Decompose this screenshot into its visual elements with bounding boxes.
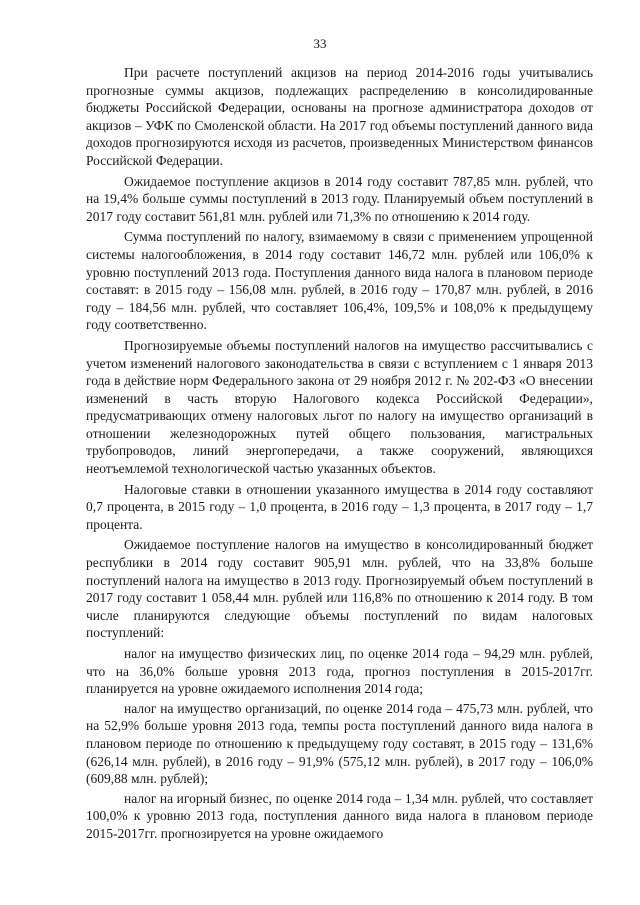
paragraph-property-tax-law-changes: Прогнозируемые объемы поступлений налогов на имущество рассчитывались с учетом изменений налогового законодательства в связи с вступлением с 1 января 2013 года в действие норм Федерального закона от 29 ноября 2012 г. № 202-ФЗ «О внесении изменений в часть вторую Налогового кодекса Российской Федерации», предусматривающих отмену налоговых льгот по налогу на имущество организаций в отношении железнодорожных путей общего пользования, магистральных трубопроводов, линий энергопередачи, а также сооружений, являющихся неотъемлемой технологической частью указанных объектов. [86,337,593,477]
paragraph-individual-property-tax: налог на имущество физических лиц, по оценке 2014 года – 94,29 млн. рублей, что на 36,0% больше уровня 2013 года, прогноз поступления в 2015-2017гг. планируется на уровне ожидаемого исполнения 2014 года; [86,646,593,697]
document-body [86,64,593,845]
paragraph-simplified-tax-system: Сумма поступлений по налогу, взимаемому в связи с применением упрощенной системы налогообложения, в 2014 году составит 146,72 млн. рублей или 106,0% к уровню поступлений 2013 года. Поступления данного вида налога в плановом периоде составят: в 2015 году – 156,08 млн. рублей, в 2016 году – 170,87 млн. рублей, в 2016 году – 184,56 млн. рублей, что составляет 106,4%, 109,5% и 108,0% к предыдущему году соответственно. [86,229,593,333]
paragraph-gambling-tax: налог на игорный бизнес, по оценке 2014 года – 1,34 млн. рублей, что составляет 100,0% к уровню 2013 года, поступления данного вида налога в плановом периоде 2015-2017гг. прогнозируется на уровне ожидаемого [86,790,593,841]
paragraph-excise-expected-2014: Ожидаемое поступление акцизов в 2014 году составит 787,85 млн. рублей, что на 19,4% больше суммы поступлений в 2013 году. Планируемый объем поступлений в 2017 году составит 561,81 млн. рублей или 71,3% по отношению к 2014 году. [86,173,593,224]
paragraph-organization-property-tax: налог на имущество организаций, по оценке 2014 года – 475,73 млн. рублей, что на 52,9% больше уровня 2013 года, темпы роста поступлений данного вида налога в плановом периоде по отношению к предыдущему году составят, в 2015 году – 131,6% (626,14 млн. рублей), в 2016 году – 91,9% (575,12 млн. рублей), в 2017 году – 106,0% (609,88 млн. рублей); [86,700,593,787]
paragraph-excise-forecast-basis: При расчете поступлений акцизов на период 2014-2016 годы учитывались прогнозные суммы акцизов, подлежащих распределению в консолидированные бюджеты Российской Федерации, основаны на прогнозе администратора доходов от акцизов – УФК по Смоленской области. На 2017 год объемы поступлений данного вида доходов прогнозируются исходя из расчетов, произведенных Министерством финансов Российской Федерации. [86,65,593,168]
page-number: 33 [313,36,327,51]
paragraph-property-tax-expected: Ожидаемое поступление налогов на имущество в консолидированный бюджет республики в 2014 году составит 905,91 млн. рублей, что на 33,8% больше поступлений налога на имущество в 2013 году. Прогнозируемый объем поступлений в 2017 году составит 1 058,44 млн. рублей или 116,8% по отношению к 2014 году. В том числе планируются следующие объемы поступлений по видам налоговых поступлений: [86,537,593,641]
paragraph-property-tax-rates: Налоговые ставки в отношении указанного имущества в 2014 году составляют 0,7 процента, в 2015 году – 1,0 процента, в 2016 году – 1,3 процента, в 2017 году – 1,7 процента. [86,481,593,532]
